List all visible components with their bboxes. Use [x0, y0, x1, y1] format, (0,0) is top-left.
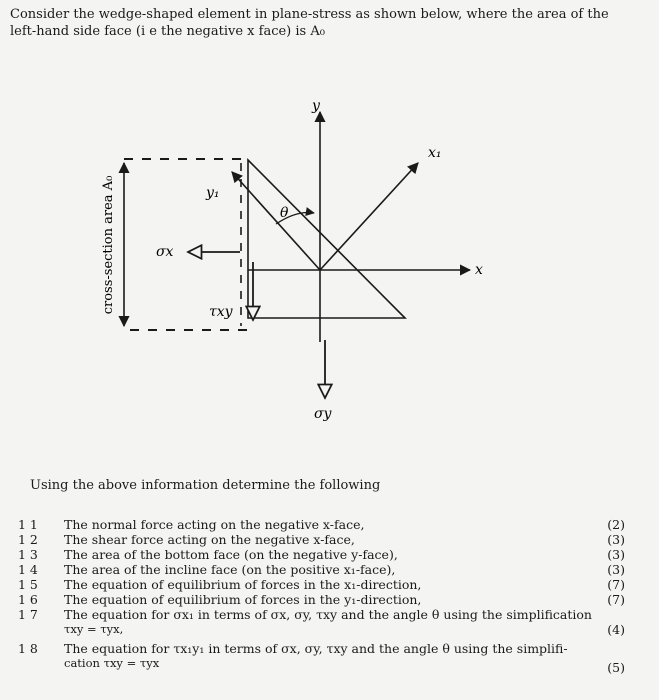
question-points: (3): [607, 532, 625, 547]
question-number: 1 7: [18, 607, 38, 622]
y1-axis-label: y₁: [206, 185, 220, 201]
wedge-triangle: [248, 160, 405, 318]
problem-intro: [10, 6, 650, 40]
question-points: (5): [607, 660, 625, 675]
question-points: (7): [607, 592, 625, 607]
question-number: 1 3: [18, 547, 38, 562]
question-text: The area of the incline face (on the positive x₁-face),: [64, 562, 396, 577]
x1-axis-label: x₁: [428, 145, 442, 161]
question-number: 1 5: [18, 577, 38, 592]
question-1-5: [18, 577, 643, 592]
question-number: 1 6: [18, 592, 38, 607]
question-1-1: [18, 517, 643, 532]
question-text-continued: cation τxy = τyx: [64, 656, 160, 670]
question-number: 1 1: [18, 517, 38, 532]
question-list: [18, 517, 643, 675]
question-points: (3): [607, 547, 625, 562]
question-text: The area of the bottom face (on the negative y-face),: [64, 547, 398, 562]
question-number: 1 4: [18, 562, 38, 577]
question-text: The shear force acting on the negative x-face,: [64, 532, 355, 547]
question-points: (2): [607, 517, 625, 532]
x1-axis: [320, 163, 418, 270]
question-text: The equation of equilibrium of forces in the y₁-direction,: [64, 592, 422, 607]
x-axis-label: x: [475, 262, 483, 278]
y-axis-label: y: [312, 98, 320, 114]
question-points: (4): [607, 622, 625, 637]
area-label: cross-section area A₀: [101, 175, 116, 315]
question-text: The normal force acting on the negative x-face,: [64, 517, 365, 532]
intro-line-2: left-hand side face (i e the negative x face) is A₀: [10, 24, 325, 39]
tau-xy-label: τxy: [209, 304, 233, 320]
intro-line-1: Consider the wedge-shaped element in plane-stress as shown below, where the area of the: [10, 7, 609, 22]
theta-label: θ: [280, 205, 289, 221]
question-1-4: [18, 562, 643, 577]
question-text-continued: τxy = τyx,: [64, 622, 124, 636]
sigma-x-label: σx: [156, 244, 174, 260]
question-text: The equation for σx₁ in terms of σx, σy, τxy and the angle θ using the simplification: [64, 607, 592, 622]
question-1-3: [18, 547, 643, 562]
question-text: The equation for τx₁y₁ in terms of σx, σy, τxy and the angle θ using the simplifi-: [64, 641, 568, 656]
question-1-8: [18, 641, 643, 675]
instruction-text: Using the above information determine the following: [30, 478, 381, 493]
question-1-7: [18, 607, 643, 637]
question-number: 1 8: [18, 641, 38, 656]
sigma-y-label: σy: [314, 406, 332, 422]
question-points: (7): [607, 577, 625, 592]
wedge-element-figure: [0, 90, 659, 470]
question-1-6: [18, 592, 643, 607]
question-number: 1 2: [18, 532, 38, 547]
question-text: The equation of equilibrium of forces in the x₁-direction,: [64, 577, 422, 592]
y1-axis: [232, 172, 320, 270]
question-1-2: [18, 532, 643, 547]
question-points: (3): [607, 562, 625, 577]
